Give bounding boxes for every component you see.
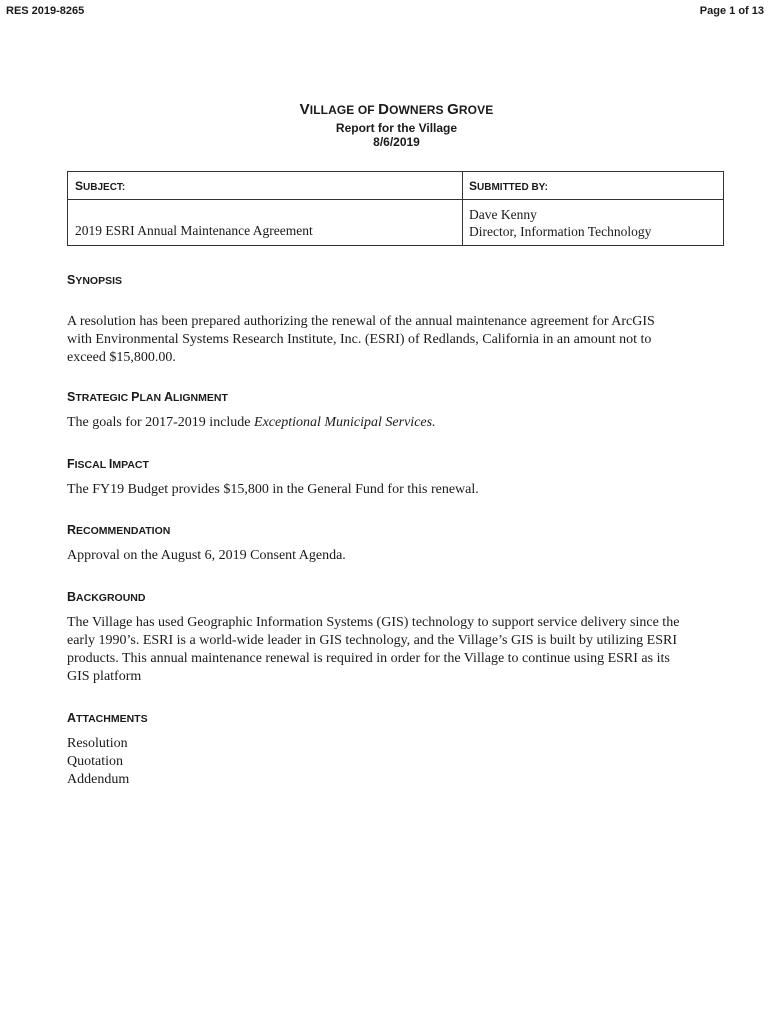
background-line: GIS platform bbox=[67, 669, 142, 684]
info-table bbox=[67, 171, 724, 246]
attachments-heading: ATTACHMENTS bbox=[67, 711, 148, 725]
strategic-plan-heading: STRATEGIC PLAN ALIGNMENT bbox=[67, 390, 228, 404]
page-number: Page 1 of 13 bbox=[699, 5, 764, 17]
background-line: early 1990’s. ESRI is a world-wide leader in GIS technology, and the Village’s GIS is built by utilizing ESRI bbox=[67, 633, 678, 648]
attachments-list bbox=[67, 735, 732, 789]
background-text bbox=[67, 614, 732, 686]
submitter-name: Dave Kenny bbox=[469, 207, 537, 222]
synopsis-heading: SYNOPSIS bbox=[67, 273, 123, 287]
recommendation-text: Approval on the August 6, 2019 Consent Agenda. bbox=[67, 548, 346, 563]
title-block bbox=[0, 101, 770, 149]
background-line: products. This annual maintenance renewal is required in order for the Village to continue using ESRI as its bbox=[67, 651, 670, 666]
info-table-header-row bbox=[68, 172, 723, 200]
strategic-goal-emphasis: Exceptional Municipal Services. bbox=[254, 415, 436, 430]
submitted-by-value bbox=[469, 206, 651, 240]
attachment-item: Quotation bbox=[67, 754, 123, 769]
document-id: RES 2019-8265 bbox=[6, 5, 85, 17]
synopsis-line: with Environmental Systems Research Institute, Inc. (ESRI) of Redlands, California in an amount not to bbox=[67, 332, 652, 347]
submitted-by-label: SUBMITTED BY: bbox=[469, 179, 548, 193]
recommendation-heading: RECOMMENDATION bbox=[67, 523, 171, 537]
report-subtitle: Report for the Village bbox=[335, 121, 458, 135]
village-title: VILLAGE OF DOWNERS GROVE bbox=[299, 101, 494, 118]
background-heading: BACKGROUND bbox=[67, 590, 146, 604]
synopsis-line: A resolution has been prepared authorizing the renewal of the annual maintenance agreement for ArcGIS bbox=[67, 314, 655, 329]
synopsis-line: exceed $15,800.00. bbox=[67, 350, 176, 365]
fiscal-impact-heading: FISCAL IMPACT bbox=[67, 457, 149, 471]
background-line: The Village has used Geographic Information Systems (GIS) technology to support service delivery since the bbox=[67, 615, 680, 630]
fiscal-impact-text: The FY19 Budget provides $15,800 in the General Fund for this renewal. bbox=[67, 482, 479, 497]
attachment-item: Resolution bbox=[67, 736, 128, 751]
attachment-item: Addendum bbox=[67, 772, 130, 787]
strategic-plan-text: The goals for 2017-2019 include Exceptional Municipal Services. bbox=[67, 415, 436, 430]
report-date: 8/6/2019 bbox=[373, 135, 420, 149]
info-table-divider bbox=[462, 172, 463, 245]
subject-value: 2019 ESRI Annual Maintenance Agreement bbox=[75, 223, 313, 238]
submitter-title: Director, Information Technology bbox=[469, 224, 652, 239]
subject-label: SUBJECT: bbox=[75, 179, 126, 193]
synopsis-text bbox=[67, 313, 732, 367]
